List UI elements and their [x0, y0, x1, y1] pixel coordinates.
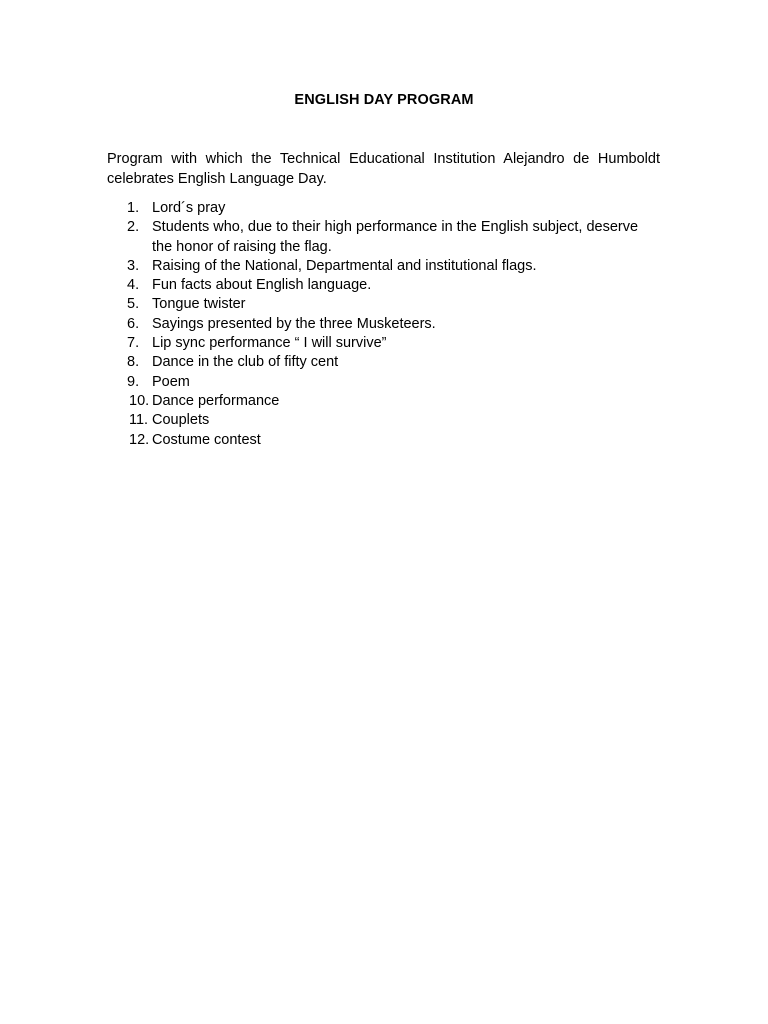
list-item-number: 8. [127, 354, 140, 371]
list-item-text: Couplets [152, 412, 210, 429]
list-item-text: Lip sync performance “ I will survive” [152, 335, 387, 352]
list-item-text: Poem [152, 373, 190, 390]
list-item [107, 257, 660, 276]
list-item-text: Raising of the National, Departmental and institutional flags. [152, 257, 537, 274]
list-item [107, 373, 660, 392]
page-title: ENGLISH DAY PROGRAM [294, 92, 474, 108]
list-item [107, 295, 660, 314]
list-item [107, 315, 660, 334]
list-item [107, 353, 660, 372]
program-list [107, 199, 660, 450]
list-item-text: Fun facts about English language. [152, 277, 372, 294]
intro-paragraph: Program with which the Technical Educational Institution Alejandro de Humboldt celebrates English Language Day. [107, 151, 660, 187]
list-item-number: 11. [129, 412, 149, 429]
list-item-number: 1. [127, 200, 140, 216]
list-item-number: 7. [127, 335, 140, 352]
list-item-number: 3. [127, 257, 140, 274]
list-item-number: 12. [129, 431, 150, 448]
list-item-text: Lord´s pray [152, 200, 226, 216]
list-item [107, 392, 660, 411]
list-item-text: Dance performance [152, 392, 280, 409]
list-item-number: 10. [129, 392, 150, 409]
list-item-text: Tongue twister [152, 296, 246, 313]
list-item-number: 5. [127, 296, 140, 313]
list-item [107, 218, 660, 257]
list-item [107, 431, 660, 450]
list-item [107, 276, 660, 295]
list-item [107, 411, 660, 430]
list-item [107, 199, 660, 218]
list-item-number: 9. [127, 373, 140, 390]
list-item [107, 334, 660, 353]
list-item-text: Costume contest [152, 431, 261, 448]
list-item-number: 2. [127, 219, 140, 236]
list-item-text: Sayings presented by the three Musketeers. [152, 315, 436, 332]
list-item-number: 6. [127, 315, 140, 332]
list-item-text: Dance in the club of fifty cent [152, 354, 339, 371]
list-item-text: Students who, due to their high performance in the English subject, deserve the honor of raising the flag. [152, 219, 639, 255]
list-item-number: 4. [127, 277, 140, 294]
